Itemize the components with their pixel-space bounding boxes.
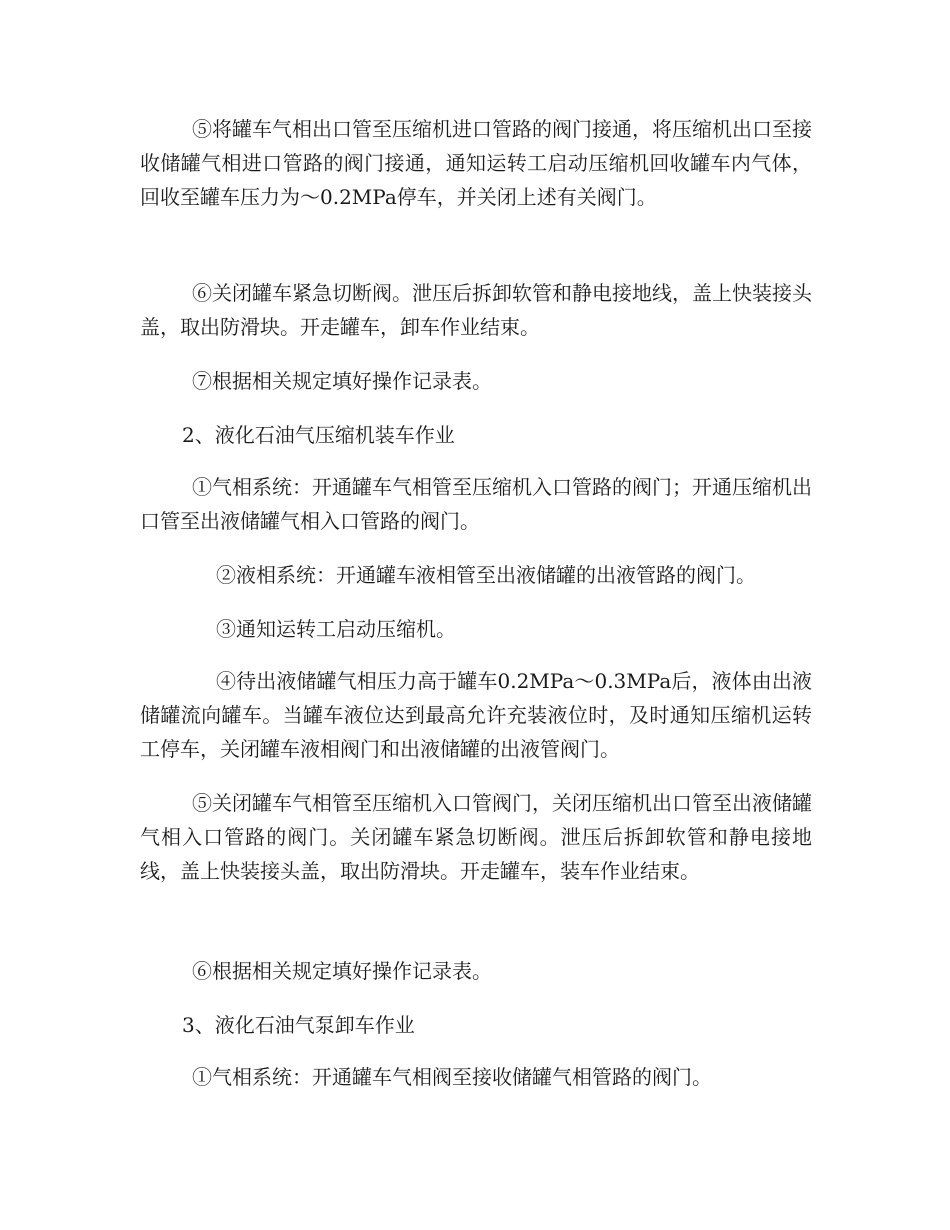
paragraph-step5-recovery: ⑤将罐车气相出口管至压缩机进口管路的阀门接通，将压缩机出口至接收储罐气相进口管路的阀门接通，通知运转工启动压缩机回收罐车内气体，回收至罐车压力为～0.2MPa停车，并关闭上述有关阀门。 (140, 117, 812, 209)
paragraph-loading-step2-liquid: ②液相系统：开通罐车液相管至出液储罐的出液管路的阀门。 (216, 563, 756, 587)
section-heading-pump-unloading: 3、液化石油气泵卸车作业 (182, 1013, 415, 1037)
paragraph-loading-step4-pressure: ④待出液储罐气相压力高于罐车0.2MPa～0.3MPa后，液体由出液储罐流向罐车。当罐车液位达到最高允许充装液位时，及时通知压缩机运转工停车，关闭罐车液相阀门和出液储罐的出液管阀门。 (140, 669, 812, 761)
section-heading-compressor-loading: 2、液化石油气压缩机装车作业 (182, 423, 455, 447)
paragraph-loading-step6-record: ⑥根据相关规定填好操作记录表。 (192, 959, 492, 983)
paragraph-loading-step3-start: ③通知运转工启动压缩机。 (216, 617, 456, 641)
paragraph-loading-step5-close: ⑤关闭罐车气相管至压缩机入口管阀门，关闭压缩机出口管至出液储罐气相入口管路的阀门。关闭罐车紧急切断阀。泄压后拆卸软管和静电接地线，盖上快装接头盖，取出防滑块。开走罐车，装车作业结束。 (140, 791, 812, 883)
paragraph-pump-step1-gas: ①气相系统：开通罐车气相阀至接收储罐气相管路的阀门。 (192, 1065, 712, 1089)
paragraph-step6-close-valve: ⑥关闭罐车紧急切断阀。泄压后拆卸软管和静电接地线，盖上快装接头盖，取出防滑块。开走罐车，卸车作业结束。 (140, 281, 812, 339)
paragraph-loading-step1-gas: ①气相系统：开通罐车气相管至压缩机入口管路的阀门；开通压缩机出口管至出液储罐气相入口管路的阀门。 (140, 475, 812, 533)
paragraph-step7-record: ⑦根据相关规定填好操作记录表。 (192, 369, 492, 393)
